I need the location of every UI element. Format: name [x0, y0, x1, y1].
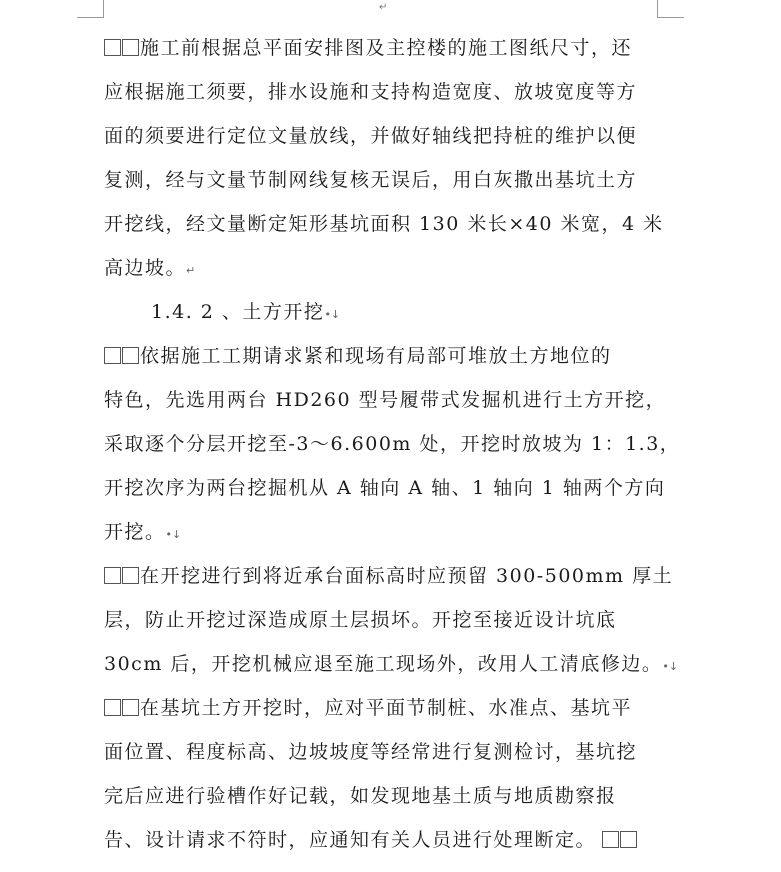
- crop-mark-top-right-vertical: [657, 0, 658, 18]
- indent-box-icon: [104, 347, 121, 364]
- paragraph-line: 面的须要进行定位文量放线，并做好轴线把持桩的维护以便: [104, 125, 638, 147]
- paragraph-mark-icon: ↵: [186, 264, 196, 277]
- crop-mark-top-left-horizontal: [77, 17, 104, 18]
- paragraph-line: 面位置、程度标高、边坡坡度等经常进行复测检讨，基坑挖: [104, 741, 638, 763]
- paragraph-line: [104, 554, 674, 598]
- paragraph-line: [104, 334, 664, 378]
- paragraph-line: 开挖线，经文量断定矩形基坑面积 130 米长×40 米宽，4 米: [104, 213, 664, 235]
- indent-box-icon: [104, 567, 121, 584]
- text-run: 告、设计请求不符时，应通知有关人员进行处理断定。: [104, 829, 597, 851]
- paragraph-line: [104, 686, 664, 730]
- paragraph-line: 开挖次序为两台挖掘机从 A 轴向 A 轴、1 轴向 1 轴两个方向: [104, 477, 666, 499]
- paragraph-line: 层，防止开挖过深造成原土层损坏。开挖至接近设计坑底: [104, 609, 617, 631]
- paragraph-line: 复测，经与文量节制网线复核无误后，用白灰撒出基坑土方: [104, 169, 638, 191]
- paragraph-line: 完后应进行验槽作好记载，如发现地基土质与地质勘察报: [104, 785, 617, 807]
- indent-box-icon: [122, 39, 139, 56]
- end-box-icon: [620, 831, 637, 848]
- text-run: 施工前根据总平面安排图及主控楼的施工图纸尺寸，还: [140, 37, 633, 59]
- heading-text: 1.4. 2 、土方开挖: [151, 301, 325, 323]
- text-run: 30cm 后，开挖机械应退至施工现场外，改用人工清底修边。: [104, 653, 663, 675]
- paragraph-line: 特色，先选用两台 HD260 型号履带式发掘机进行土方开挖，: [104, 389, 667, 411]
- paragraph-mark-icon: •↓: [165, 528, 182, 541]
- text-run: 在开挖进行到将近承台面标高时应预留 300-500mm 厚土: [140, 565, 674, 587]
- section-heading: [104, 290, 664, 334]
- end-box-icon: [602, 831, 619, 848]
- text-run: 高边坡。: [104, 257, 187, 279]
- indent-box-icon: [122, 567, 139, 584]
- paragraph-line: [104, 642, 679, 686]
- indent-box-icon: [104, 39, 121, 56]
- paragraph-line: [104, 26, 664, 70]
- crop-mark-top-left-vertical: [103, 0, 104, 18]
- crop-mark-top-right-horizontal: [657, 17, 684, 18]
- paragraph-line: [104, 818, 664, 862]
- paragraph-mark-icon: •↓: [662, 660, 679, 673]
- paragraph-line: [104, 510, 664, 554]
- paragraph-mark-icon: ↵: [379, 2, 388, 13]
- paragraph-mark-icon: •↓: [324, 308, 341, 321]
- paragraph-line: [104, 246, 664, 290]
- paragraph-line: 采取逐个分层开挖至-3～6.600m 处，开挖时放坡为 1：1.3，: [104, 433, 681, 455]
- text-run: 开挖。: [104, 521, 166, 543]
- indent-box-icon: [122, 699, 139, 716]
- text-run: 依据施工工期请求紧和现场有局部可堆放土方地位的: [140, 345, 612, 367]
- text-run: 在基坑土方开挖时，应对平面节制桩、水准点、基坑平: [140, 697, 633, 719]
- paragraph-line: 应根据施工须要，排水设施和支持构造宽度、放坡宽度等方: [104, 81, 638, 103]
- indent-box-icon: [122, 347, 139, 364]
- indent-box-icon: [104, 699, 121, 716]
- document-body[interactable]: [104, 26, 681, 862]
